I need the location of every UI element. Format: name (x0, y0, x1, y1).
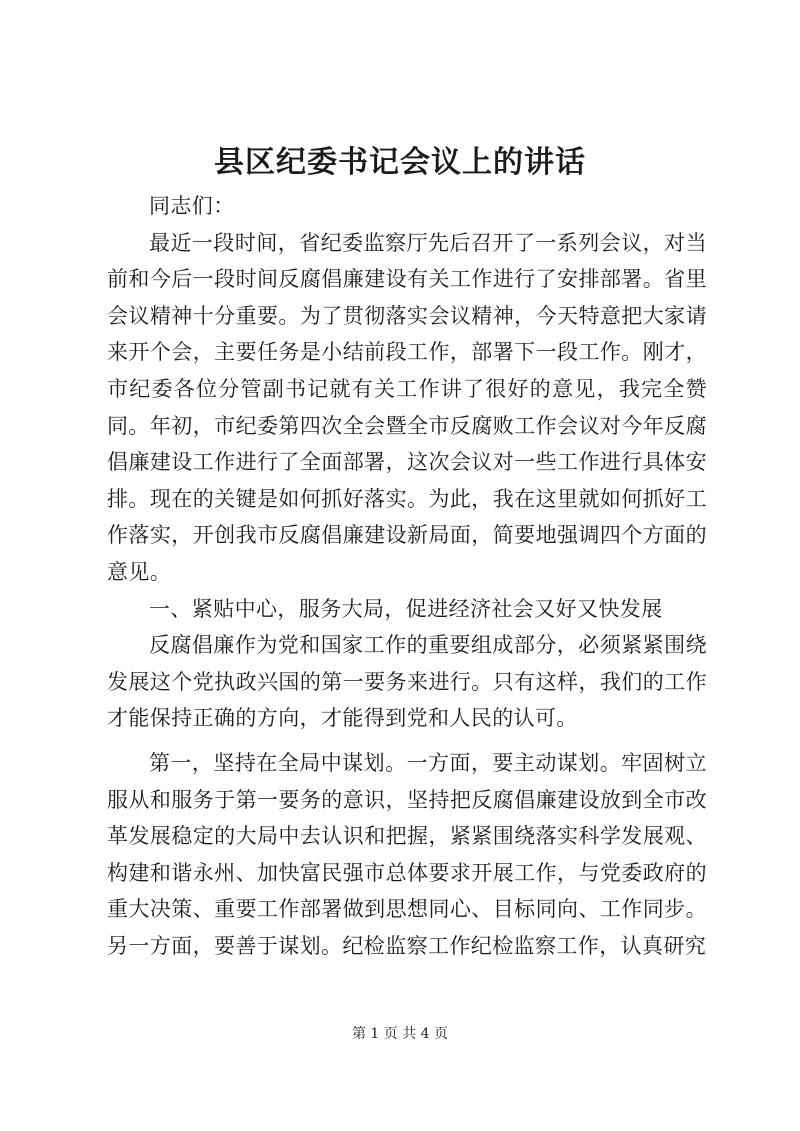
section-heading: 一、紧贴中心，服务大局，促进经济社会又好又快发展 (149, 596, 663, 621)
body-paragraph: 第一，坚持在全局中谋划。一方面，要主动谋划。牢固树立服从和服务于第一要务的意识，坚持把反腐倡廉建设放到全市改革发展稳定的大局中去认识和把握，紧紧围绕落实科学发展观、构建和谐永州、加快富民强市总体要求开展工作，与党委政府的重大决策、重要工作部署做到思想同心、目标同向、工作同步。另一方面，要善于谋划。纪检监察工作纪检监察工作，认真研究 (107, 750, 707, 958)
body-paragraph: 反腐倡廉作为党和国家工作的重要组成部分，必须紧紧围绕发展这个党执政兴国的第一要务来进行。只有这样，我们的工作才能保持正确的方向，才能得到党和人民的认可。 (107, 633, 707, 731)
page-footer (0, 1024, 800, 1044)
document-title: 县区纪委书记会议上的讲话 (214, 145, 586, 180)
salutation-paragraph: 同志们： (149, 194, 235, 218)
page-number-label: 第 1 页 共 4 页 (351, 1026, 449, 1042)
document-body (107, 188, 707, 964)
intro-paragraph: 最近一段时间，省纪委监察厅先后召开了一系列会议，对当前和今后一段时间反腐倡廉建设有关工作进行了安排部署。省里会议精神十分重要。为了贯彻落实会议精神，今天特意把大家请来开个会，主要任务是小结前段工作，部署下一段工作。刚才，市纪委各位分管副书记就有关工作讲了很好的意见，我完全赞同。年初，市纪委第四次全会暨全市反腐败工作会议对今年反腐倡廉建设工作进行了全面部署，这次会议对一些工作进行具体安排。现在的关键是如何抓好落实。为此，我在这里就如何抓好工作落实，开创我市反腐倡廉建设新局面，简要地强调四个方面的意见。 (107, 230, 707, 584)
